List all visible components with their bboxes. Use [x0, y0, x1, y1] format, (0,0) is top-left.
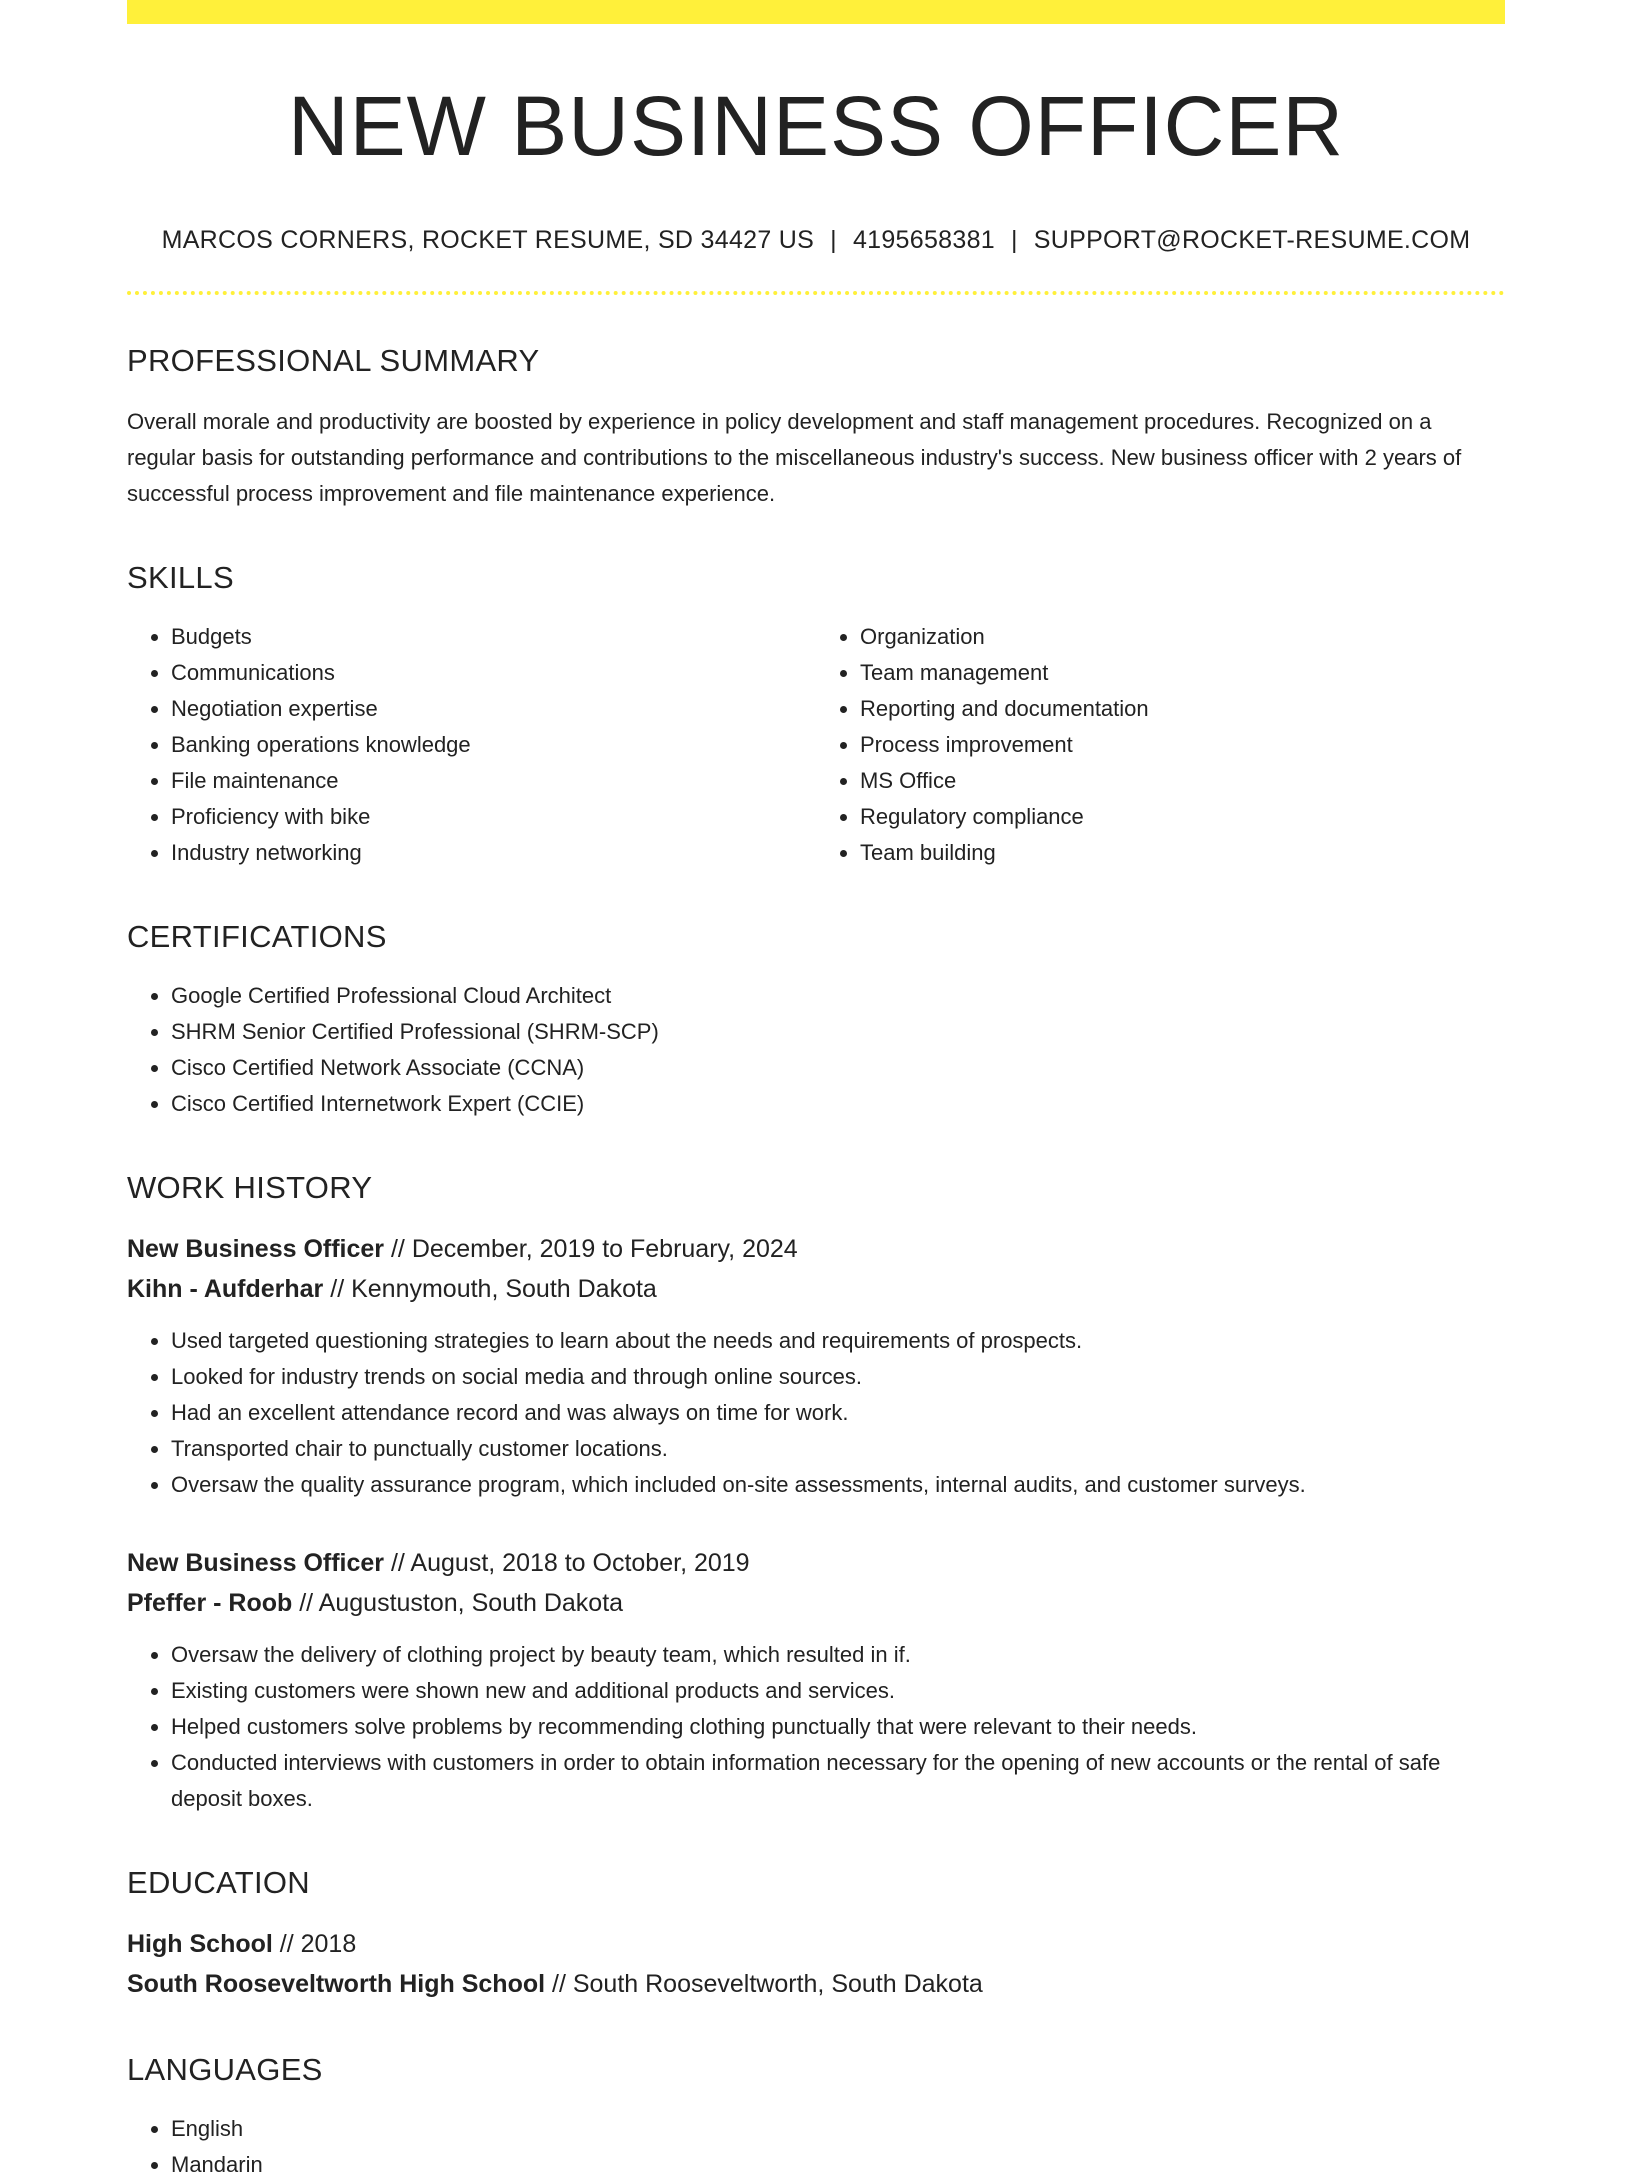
list-item: • Oversaw the quality assurance program, which included on-site assessments, internal audits, and customer surveys. [171, 1467, 1505, 1503]
job-role: New Business Officer [127, 1549, 385, 1577]
contact-line [127, 228, 1505, 253]
section-heading: WORK HISTORY [127, 1170, 373, 1205]
job-company-line [127, 1583, 1505, 1623]
job-title-line [127, 1543, 1505, 1583]
list-item: • Cisco Certified Internetwork Expert (CCIE) [171, 1086, 1505, 1122]
job-entry [127, 1543, 1505, 1817]
section-heading: LANGUAGES [127, 2052, 323, 2087]
languages-section [127, 2054, 1505, 2183]
list-item: • Organization [860, 619, 1505, 655]
skills-list-right [816, 619, 1505, 871]
work-history-section [127, 1172, 1505, 1817]
list-item: • Communications [171, 655, 816, 691]
skills-section [127, 562, 1505, 871]
education-school: South Rooseveltworth High School [127, 1970, 546, 1998]
section-heading: SKILLS [127, 560, 234, 595]
list-item: • Transported chair to punctually customer locations. [171, 1431, 1505, 1467]
contact-separator: | [830, 226, 837, 254]
certifications-list [127, 978, 1505, 1122]
resume-page [127, 0, 1505, 2183]
contact-email: SUPPORT@ROCKET-RESUME.COM [1033, 226, 1471, 254]
education-school-line [127, 1964, 1505, 2004]
list-item: • Reporting and documentation [860, 691, 1505, 727]
skills-columns [127, 619, 1505, 871]
list-item: • Mandarin [171, 2147, 1505, 2183]
section-heading: EDUCATION [127, 1865, 310, 1900]
list-item: • Used targeted questioning strategies to learn about the needs and requirements of prospects. [171, 1323, 1505, 1359]
list-item: • Helped customers solve problems by recommending clothing punctually that were relevant to their needs. [171, 1709, 1505, 1745]
contact-separator: | [1010, 226, 1018, 254]
list-item: • Looked for industry trends on social media and through online sources. [171, 1359, 1505, 1395]
section-heading: PROFESSIONAL SUMMARY [127, 343, 540, 378]
list-item: • Banking operations knowledge [171, 727, 816, 763]
list-item: • Team building [860, 835, 1505, 871]
job-bullets [127, 1637, 1505, 1817]
list-item: • MS Office [860, 763, 1505, 799]
list-item: • Conducted interviews with customers in order to obtain information necessary for the opening of new accounts or the rental of safe deposit boxes. [171, 1745, 1505, 1817]
job-entry [127, 1229, 1505, 1503]
skills-list-left [127, 619, 816, 871]
dotted-divider [127, 291, 1505, 295]
list-item: • Cisco Certified Network Associate (CCNA) [171, 1050, 1505, 1086]
section-heading: CERTIFICATIONS [127, 919, 387, 954]
job-role: New Business Officer [127, 1235, 385, 1263]
summary-section [127, 345, 1505, 512]
list-item: • SHRM Senior Certified Professional (SHRM-SCP) [171, 1014, 1505, 1050]
job-bullets [127, 1323, 1505, 1503]
job-location: // Augustuston, South Dakota [292, 1589, 624, 1617]
summary-text: Overall morale and productivity are boosted by experience in policy development and staff management procedures. Recognized on a regular basis for outstanding performance and contributions to the miscellaneous industry's success. New business officer with 2 years of successful process improvement and file maintenance experience. [127, 409, 1462, 506]
list-item: • Existing customers were shown new and additional products and services. [171, 1673, 1505, 1709]
job-dates: // December, 2019 to February, 2024 [384, 1235, 798, 1263]
job-company: Kihn - Aufderhar [127, 1275, 324, 1303]
job-title-line [127, 1229, 1505, 1269]
languages-list [127, 2111, 1505, 2183]
list-item: • Google Certified Professional Cloud Architect [171, 978, 1505, 1014]
list-item: • Oversaw the delivery of clothing project by beauty team, which resulted in if. [171, 1637, 1505, 1673]
job-company: Pfeffer - Roob [127, 1589, 293, 1617]
education-entry [127, 1924, 1505, 2004]
certifications-section [127, 921, 1505, 1122]
list-item: • File maintenance [171, 763, 816, 799]
education-degree-line [127, 1924, 1505, 1964]
list-item: • Regulatory compliance [860, 799, 1505, 835]
resume-name: NEW BUSINESS OFFICER [287, 79, 1345, 173]
list-item: • Budgets [171, 619, 816, 655]
list-item: • Negotiation expertise [171, 691, 816, 727]
list-item: • Process improvement [860, 727, 1505, 763]
list-item: • English [171, 2111, 1505, 2147]
list-item: • Had an excellent attendance record and was always on time for work. [171, 1395, 1505, 1431]
accent-top-bar [127, 0, 1505, 24]
education-year: // 2018 [272, 1930, 357, 1958]
education-section [127, 1867, 1505, 2004]
job-location: // Kennymouth, South Dakota [323, 1275, 657, 1303]
contact-phone: 4195658381 [852, 226, 995, 254]
job-dates: // August, 2018 to October, 2019 [384, 1549, 750, 1577]
list-item: • Team management [860, 655, 1505, 691]
list-item: • Industry networking [171, 835, 816, 871]
list-item: • Proficiency with bike [171, 799, 816, 835]
education-degree: High School [127, 1930, 273, 1958]
job-company-line [127, 1269, 1505, 1309]
contact-address: MARCOS CORNERS, ROCKET RESUME, SD 34427 US [161, 226, 815, 254]
education-location: // South Rooseveltworth, South Dakota [545, 1970, 983, 1998]
